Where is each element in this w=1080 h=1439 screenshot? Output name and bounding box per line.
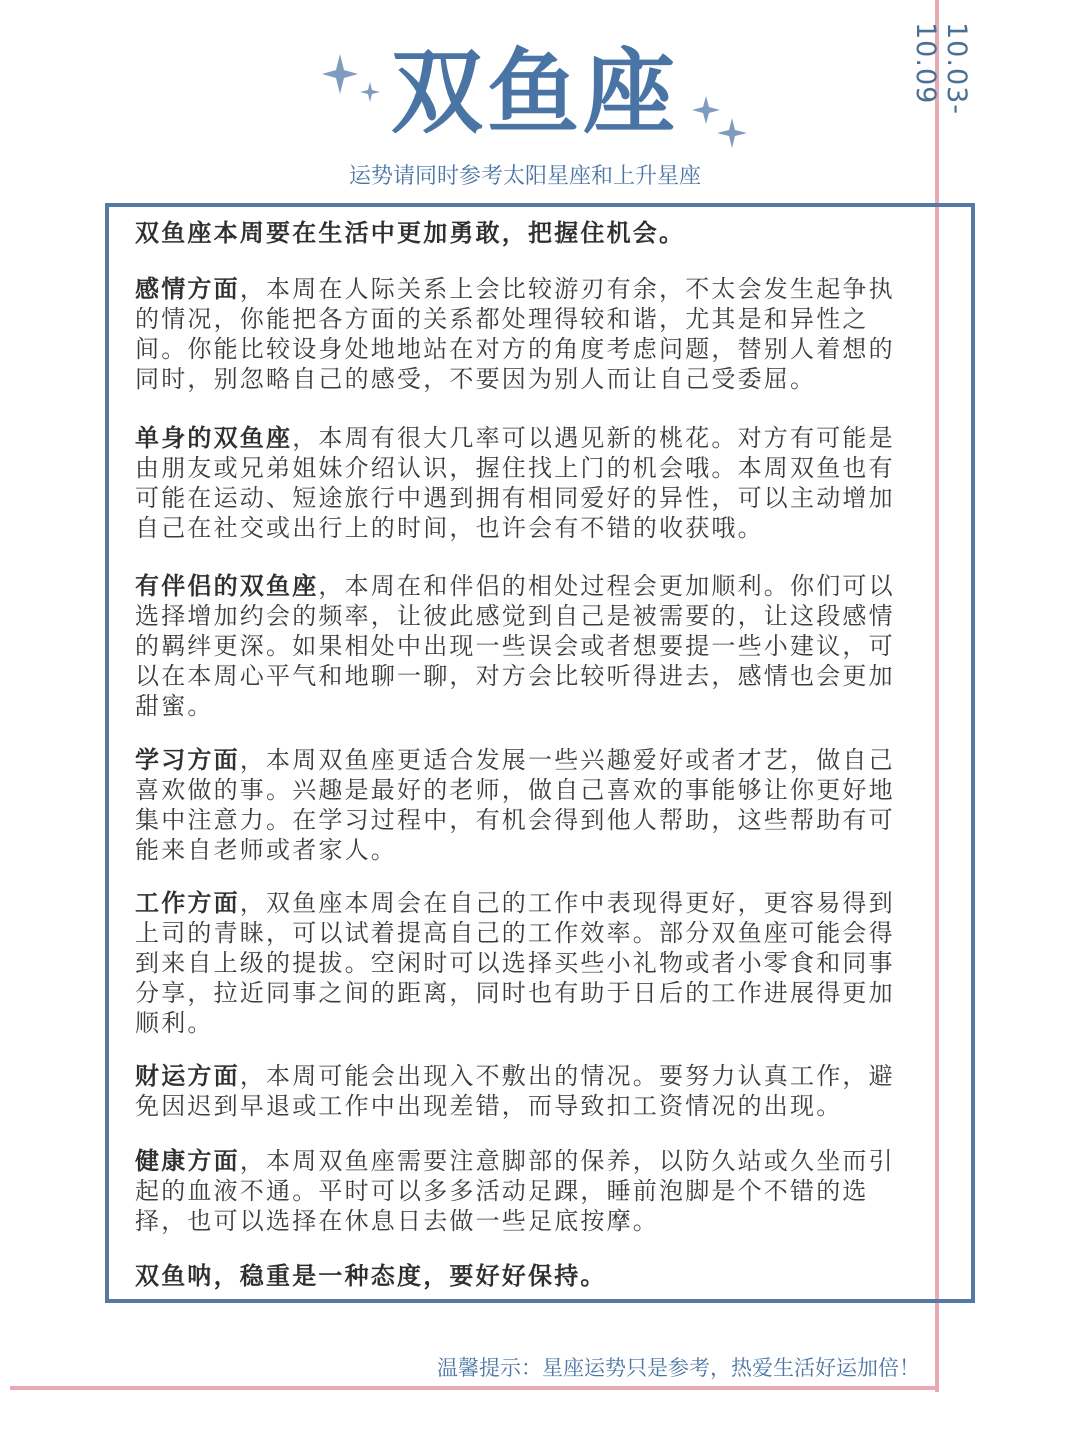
section-text: ，本周在和伴侣的相处过程会更加顺利。你们可以选择增加约会的频率，让彼此感觉到自己是被需要的，让这段感情的羁绊更深。如果相处中出现一些误会或者想要提一些小建议，可以在本周心平气和地聊一聊，对方会比较听得进去，感情也会更加甜蜜。 — [135, 572, 895, 720]
section-paragraph — [135, 423, 913, 543]
section-heading: 单身的双鱼座 — [135, 424, 293, 452]
section-text: ，本周双鱼座需要注意脚部的保养，以防久站或久坐而引起的血液不通。平时可以多多活动足踝，睡前泡脚是个不错的选择，也可以选择在休息日去做一些足底按摩。 — [135, 1147, 895, 1235]
section-paragraph — [135, 274, 913, 394]
section-heading: 感情方面 — [135, 275, 240, 303]
date-range: 10.03-10.09 — [910, 22, 972, 116]
section-heading: 有伴侣的双鱼座 — [135, 572, 319, 600]
pink-horizontal-line — [10, 1386, 939, 1390]
section-paragraph — [135, 745, 913, 865]
closing-paragraph: 双鱼呐，稳重是一种态度，要好好保持。 — [135, 1262, 607, 1290]
section-text: ，本周双鱼座更适合发展一些兴趣爱好或者才艺，做自己喜欢做的事。兴趣是最好的老师，做自己喜欢的事能够让你更好地集中注意力。在学习过程中，有机会得到他人帮助，这些帮助有可能来自老师或者家人。 — [135, 746, 895, 864]
section-paragraph — [135, 1146, 913, 1236]
footer-tip: 温馨提示：星座运势只是参考，热爱生活好运加倍！ — [437, 1356, 920, 1380]
section-text: ，双鱼座本周会在自己的工作中表现得更好，更容易得到上司的青睐，可以试着提高自己的工作效率。部分双鱼座可能会得到来自上级的提拔。空闲时可以选择买些小礼物或者小零食和同事分享，拉近同事之间的距离，同时也有助于日后的工作进展得更加顺利。 — [135, 889, 895, 1037]
section-heading: 财运方面 — [135, 1062, 240, 1090]
horoscope-text — [135, 218, 913, 1298]
section-paragraph — [135, 888, 913, 1038]
section-paragraph — [135, 571, 913, 721]
section-text: ，本周可能会出现入不敷出的情况。要努力认真工作，避免因迟到早退或工作中出现差错，而导致扣工资情况的出现。 — [135, 1062, 895, 1120]
section-paragraph — [135, 1061, 913, 1121]
section-heading: 工作方面 — [135, 889, 240, 917]
section-text: ，本周在人际关系上会比较游刃有余，不太会发生起争执的情况，你能把各方面的关系都处理得较和谐，尤其是和异性之间。你能比较设身处地地站在对方的角度考虑问题，替别人着想的同时，别忽略自己的感受，不要因为别人而让自己受委屈。 — [135, 275, 895, 393]
section-heading: 学习方面 — [135, 746, 240, 774]
section-text: ，本周有很大几率可以遇见新的桃花。对方有可能是由朋友或兄弟姐妹介绍认识，握住找上门的机会哦。本周双鱼也有可能在运动、短途旅行中遇到拥有相同爱好的异性，可以主动增加自己在社交或出行上的时间，也许会有不错的收获哦。 — [135, 424, 895, 542]
section-heading: 健康方面 — [135, 1147, 240, 1175]
intro-paragraph: 双鱼座本周要在生活中更加勇敢，把握住机会。 — [135, 219, 686, 247]
subtitle: 运势请同时参考太阳星座和上升星座 — [348, 164, 701, 189]
page-title: 双鱼座 — [390, 39, 679, 146]
